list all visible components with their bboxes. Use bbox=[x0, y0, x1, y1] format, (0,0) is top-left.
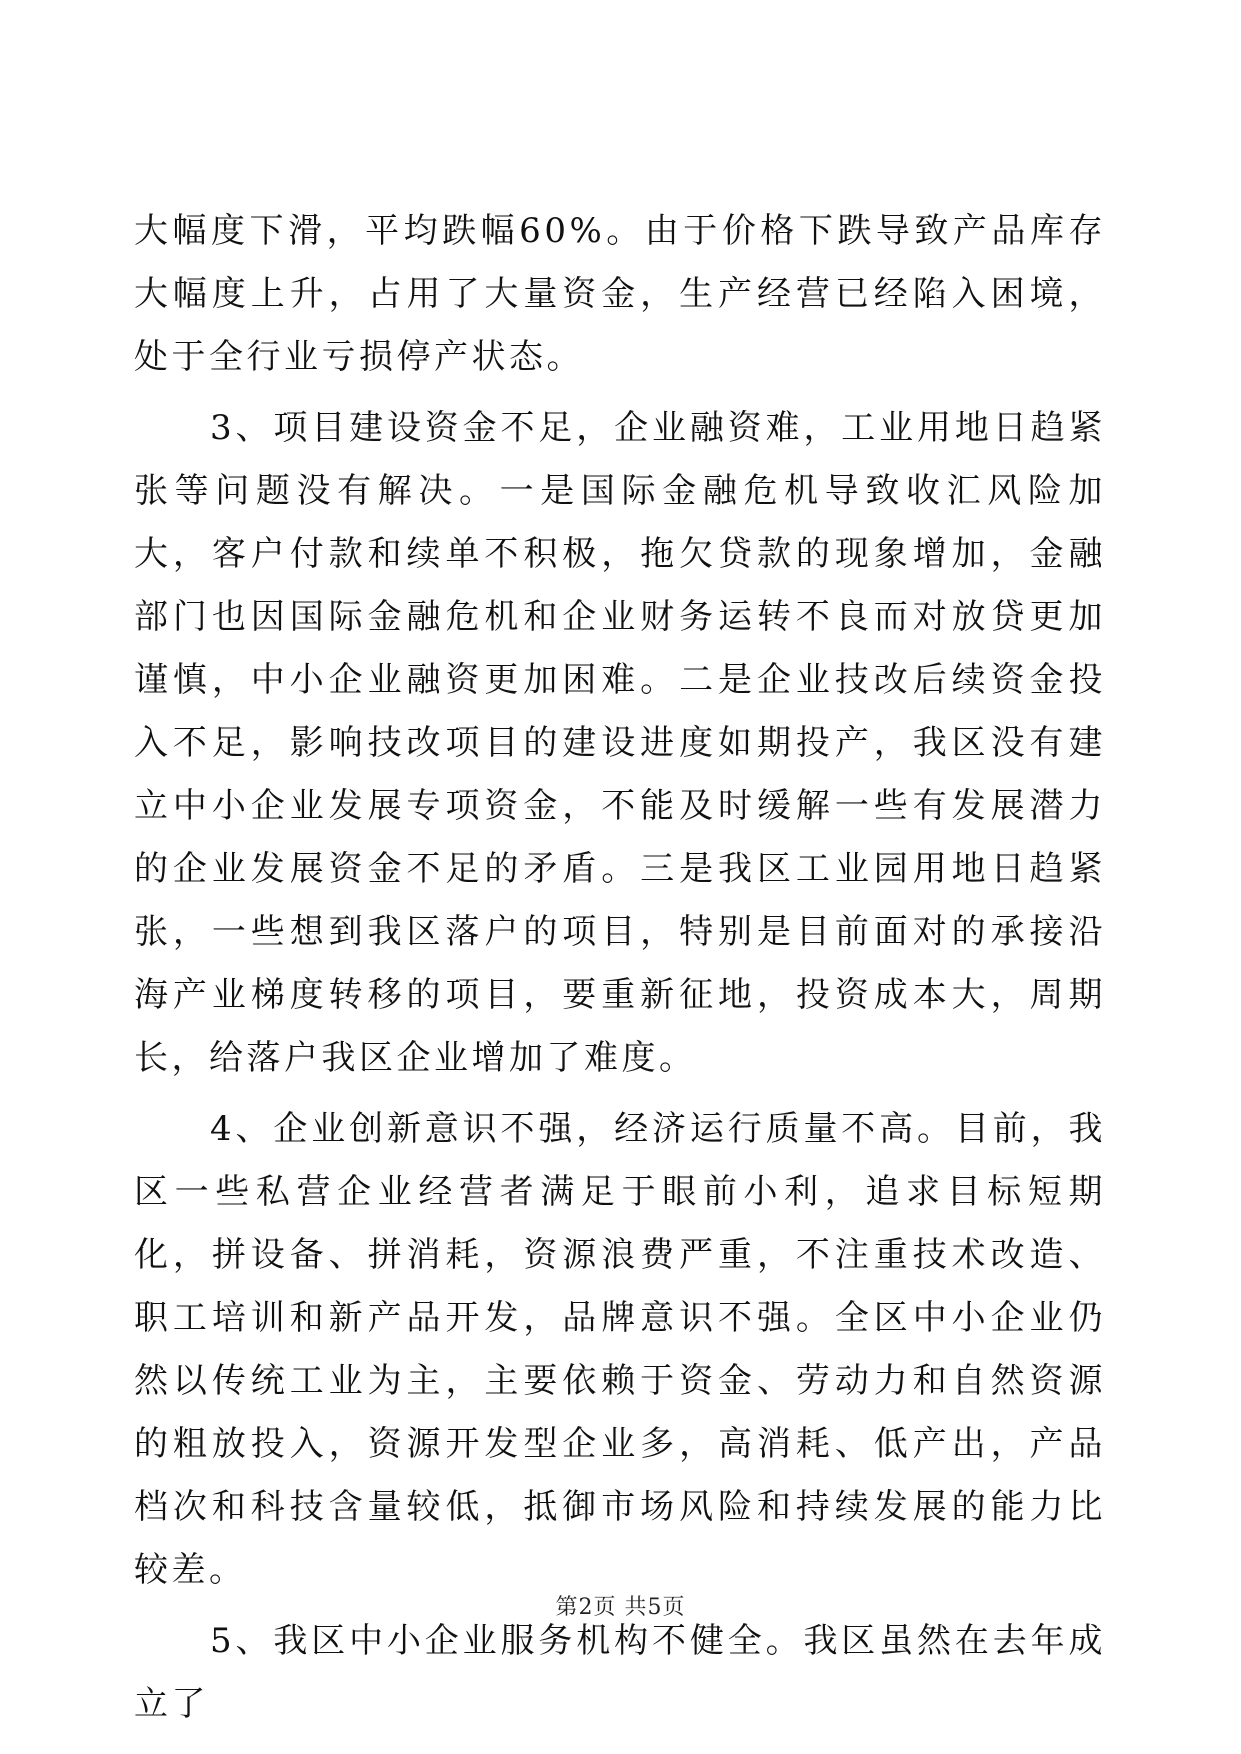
paragraph-continuation: 大幅度下滑，平均跌幅60%。由于价格下跌导致产品库存大幅度上升，占用了大量资金，生产经营已经陷入困境，处于全行业亏损停产状态。 bbox=[134, 211, 1106, 377]
paragraph-item-3: 3、项目建设资金不足，企业融资难，工业用地日趋紧张等问题没有解决。一是国际金融危机导致收汇风险加大，客户付款和续单不积极，拖欠贷款的现象增加，金融部门也因国际金融危机和企业财务运转不良而对放贷更加谨慎，中小企业融资更加困难。二是企业技改后续资金投入不足，影响技改项目的建设进度如期投产，我区没有建立中小企业发展专项资金，不能及时缓解一些有发展潜力的企业发展资金不足的矛盾。三是我区工业园用地日趋紧张，一些想到我区落户的项目，特别是目前面对的承接沿海产业梯度转移的项目，要重新征地，投资成本大，周期长，给落户我区企业增加了难度。 bbox=[134, 408, 1106, 1078]
paragraph-item-5: 5、我区中小企业服务机构不健全。我区虽然在去年成立了 bbox=[134, 1621, 1106, 1724]
page-number-footer: 第2页 共5页 bbox=[555, 1595, 686, 1620]
paragraph-item-4: 4、企业创新意识不强，经济运行质量不高。目前，我区一些私营企业经营者满足于眼前小利，追求目标短期化，拼设备、拼消耗，资源浪费严重，不注重技术改造、职工培训和新产品开发，品牌意识不强。全区中小企业仍然以传统工业为主，主要依赖于资金、劳动力和自然资源的粗放投入，资源开发型企业多，高消耗、低产出，产品档次和科技含量较低，抵御市场风险和持续发展的能力比较差。 bbox=[134, 1109, 1106, 1590]
document-body bbox=[134, 200, 1106, 1736]
